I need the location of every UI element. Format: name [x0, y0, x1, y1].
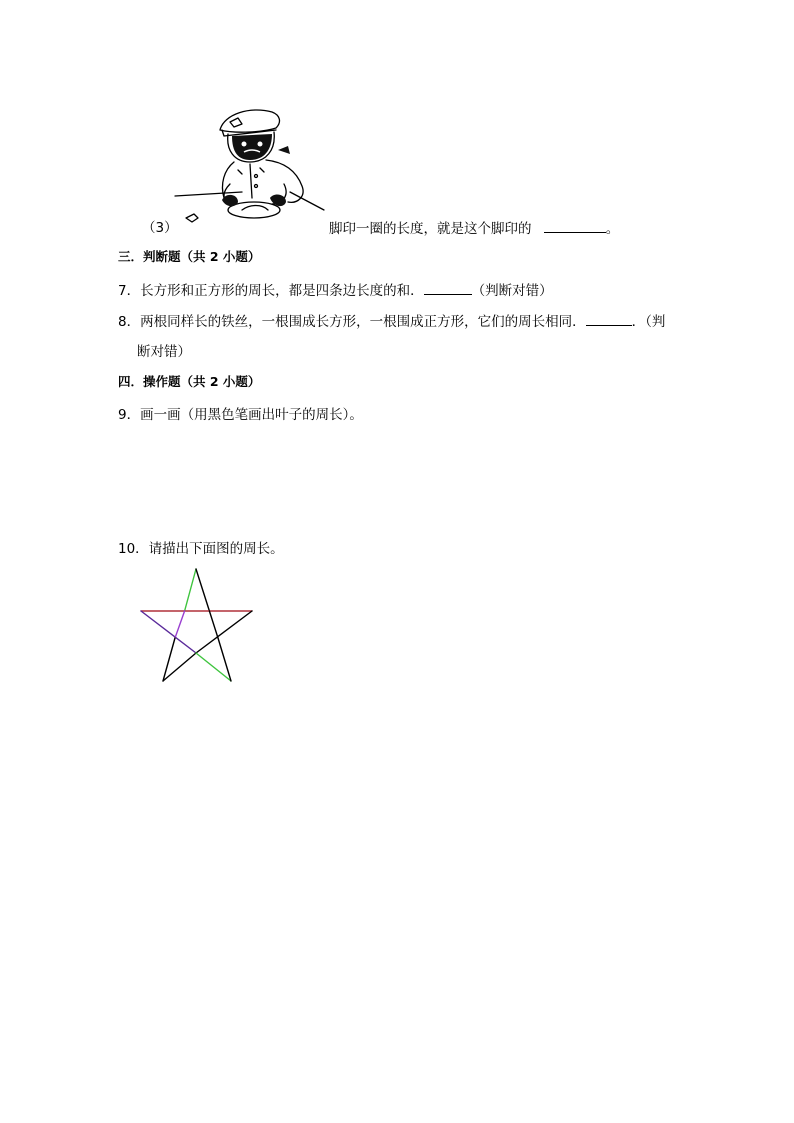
- star-edge-purple: [175, 611, 185, 638]
- star-edge-bottom-right: [218, 638, 231, 681]
- star-edge-left-arm: [141, 611, 196, 653]
- star-edge-green-top-left: [185, 569, 196, 611]
- section4-title: 四．操作题（共 2 小题）: [118, 374, 261, 389]
- star-svg: [130, 560, 265, 690]
- q8-line2: 断对错）: [137, 344, 191, 360]
- q7-text: 7．长方形和正方形的周长，都是四条边长度的和．: [118, 283, 424, 299]
- star-edge-right-arm: [196, 611, 252, 653]
- q8-suffix: ．（判: [631, 314, 666, 330]
- cat-officer-illustration: [172, 100, 327, 230]
- star-edge-right-inner: [209, 611, 218, 638]
- q7-line: [118, 281, 553, 300]
- star-edge-bottom-left: [163, 638, 175, 681]
- q10-text: 10．请描出下面图的周长。: [118, 541, 284, 557]
- star-edge-green-bottom: [196, 653, 231, 681]
- star-figure: [130, 560, 265, 690]
- q8-line1: [118, 312, 665, 331]
- star-edge-top-right: [196, 569, 209, 611]
- q8-text: 8．两根同样长的铁丝，一根围成长方形，一根围成正方形，它们的周长相同．: [118, 314, 586, 330]
- q6-part3-label: （3）: [142, 220, 178, 236]
- q9-text: 9．画一画（用黑色笔画出叶子的周长）。: [118, 407, 363, 423]
- q7-suffix: （判断对错）: [471, 283, 553, 299]
- q6-part3-text: 脚印一圈的长度，就是这个脚印的: [329, 221, 532, 237]
- q7-answer-blank[interactable]: [424, 281, 472, 295]
- q6-part3-line: [329, 219, 619, 238]
- q6-answer-blank[interactable]: [544, 219, 606, 233]
- q6-part3-end: 。: [605, 221, 620, 237]
- section3-title: 三．判断题（共 2 小题）: [118, 249, 261, 264]
- q8-answer-blank[interactable]: [586, 312, 632, 326]
- star-edge-inner-left: [163, 653, 196, 681]
